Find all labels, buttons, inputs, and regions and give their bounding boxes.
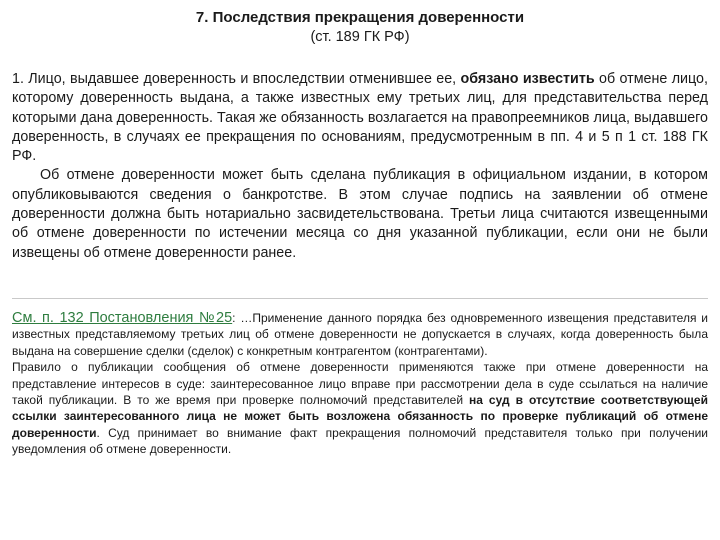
paragraph-2: Об отмене доверенности может быть сделана публикация в официальном издании, в котором опубликовываются сведения о банкротстве. В этом случае подпись на заявлении об отмене доверенности должна быть нотариально засвидетельствована. Третьи лица считаются извещенными об отмене доверенности по истечении месяца со дня указанной публикации, если они не были извещены об отмене доверенности ранее. bbox=[12, 167, 708, 261]
reference-text-2-lead: Правило о публикации сообщения об отмене доверенности применяются также при отмене доверенности на представление интересов в суде: заинтересованное лицо вправе при рассмотрении дела в суде ссылаться на наличие такой публикации. В то же время при проверке полномочий представителей bbox=[12, 360, 708, 408]
title-block bbox=[0, 8, 720, 47]
reference-paragraph-2 bbox=[12, 359, 708, 457]
reference-text-2-bold: на суд в отсутствие соответствующей ссылки заинтересованного лица не может быть возложена обязанность по проверке публикаций об отмене доверенности bbox=[12, 393, 708, 440]
reference-colon: : bbox=[232, 311, 241, 325]
reference-text-1: …Применение данного порядка без одновременного извещения представителя и известных представляемому третьих лиц об отмене доверенности не допускается в случаях, когда доверенность была выдана на совершение сделки (сделок) с конкретным контрагентом (контрагентами). bbox=[12, 311, 709, 358]
paragraph-1-lead: 1. Лицо, выдавшее доверенность и впоследствии отменившее ее, bbox=[12, 71, 461, 87]
reference-text-2-rest: . Суд принимает во внимание факт прекращения полномочий представителя только при получении уведомления об отмене доверенности. bbox=[12, 425, 708, 457]
divider bbox=[12, 298, 708, 299]
main-text bbox=[12, 70, 708, 263]
reference-link[interactable]: См. п. 132 Постановления №25 bbox=[12, 310, 233, 326]
reference-block bbox=[12, 310, 708, 458]
slide-subtitle: (ст. 189 ГК РФ) bbox=[310, 29, 410, 45]
slide-title: 7. Последствия прекращения доверенности bbox=[195, 9, 525, 26]
reference-paragraph-1 bbox=[12, 310, 708, 359]
paragraph-1-rest: об отмене лицо, которому доверенность выдана, а также известных ему третьих лиц, для представительства перед которыми дана доверенность. Такая же обязанность возлагается на правопреемников лица, выдавшего доверенность, в случаях ее прекращения по основаниям, предусмотренным в пп. 4 и 5 п 1 ст. 188 ГК РФ. bbox=[12, 71, 708, 165]
paragraph-1 bbox=[12, 70, 708, 166]
paragraph-1-bold: обязано известить bbox=[460, 71, 595, 87]
